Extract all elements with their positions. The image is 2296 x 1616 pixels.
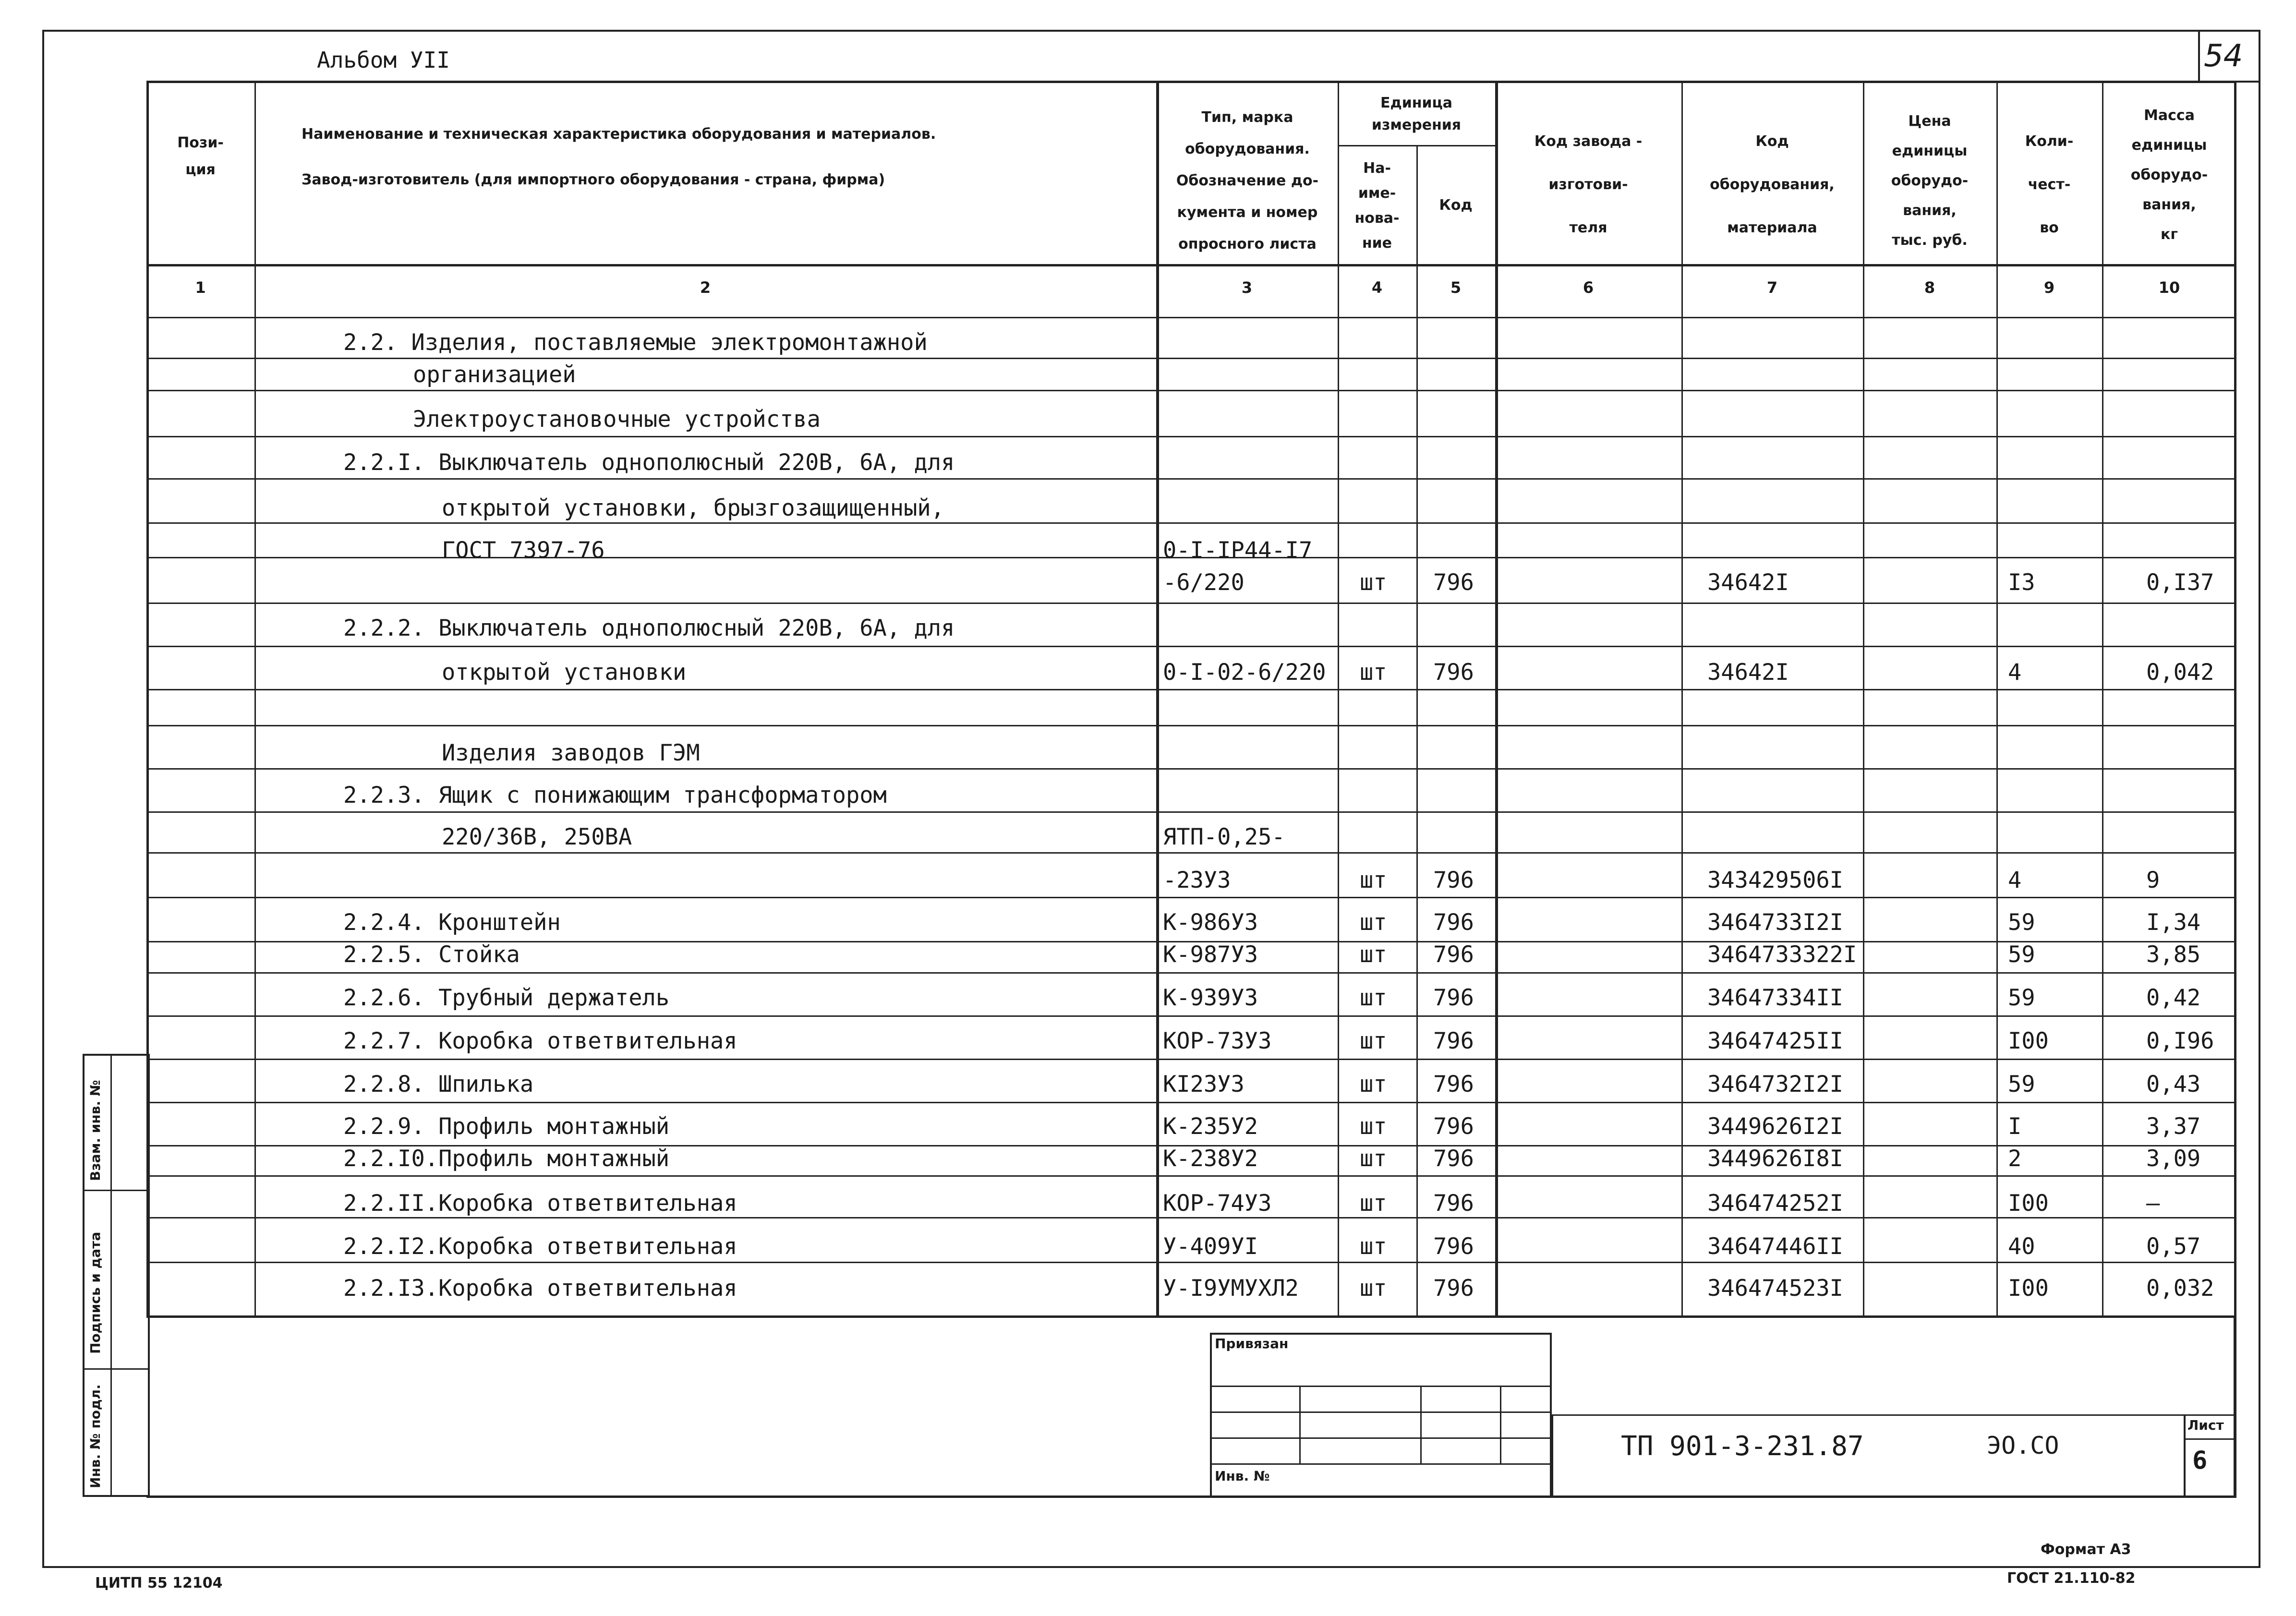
header-c2: Наименование и техническая характеристика оборудования и материалов. Завод-изготовитель (для импортного оборудования - страна, фирма) — [302, 126, 936, 188]
item-name: 2.2.3. Ящик с понижающим трансформатором — [343, 782, 887, 808]
side-strip-line-2 — [83, 1368, 150, 1370]
row-line — [146, 478, 2236, 480]
item-mass: 0,042 — [2146, 659, 2214, 686]
item-quantity: 4 — [2008, 659, 2022, 686]
item-quantity: I00 — [2008, 1190, 2049, 1217]
item-name: 2.2.9. Профиль монтажный — [343, 1113, 670, 1140]
item-type: -6/220 — [1163, 569, 1245, 596]
row-line — [146, 972, 2236, 974]
item-name: 2.2.I. Выключатель однополюсный 220В, 6А, для — [343, 449, 955, 476]
column-number: 9 — [2043, 278, 2055, 297]
item-name: Изделия заводов ГЭМ — [442, 740, 700, 766]
item-type: К-939У3 — [1163, 985, 1258, 1011]
item-type: ЯТП-0,25- — [1163, 824, 1285, 850]
item-unit: шт — [1360, 1146, 1387, 1172]
column-number: 4 — [1371, 278, 1383, 297]
item-unit: шт — [1360, 569, 1387, 596]
item-material-code: 3449626I8I — [1707, 1146, 1843, 1172]
item-type: КОР-73У3 — [1163, 1028, 1272, 1054]
item-material-code: 34647334II — [1707, 985, 1843, 1011]
item-mass: 0,I37 — [2146, 569, 2214, 596]
row-line — [146, 768, 2236, 770]
section-code: ЭО.СО — [1987, 1432, 2059, 1459]
item-unit: шт — [1360, 1071, 1387, 1097]
item-material-code: 346474523I — [1707, 1275, 1843, 1302]
item-material-code: 34647425II — [1707, 1028, 1843, 1054]
title-doc-top — [1552, 1414, 2236, 1416]
header-c3: Тип, марка оборудования. Обозначение до- кумента и номер опросного листа — [1176, 109, 1319, 253]
item-material-code: 3464733I2I — [1707, 909, 1843, 936]
item-unit: шт — [1360, 909, 1387, 936]
column-number: 1 — [195, 278, 206, 297]
header-c45: Единица измерения — [1371, 95, 1462, 133]
row-line — [146, 646, 2236, 647]
item-name: 2.2.6. Трубный держатель — [343, 985, 670, 1011]
column-number: 8 — [1924, 278, 1935, 297]
item-mass: 0,42 — [2146, 985, 2201, 1011]
header-c9: Коли- чест- во — [2025, 133, 2074, 236]
item-type: 0-I-02-6/220 — [1163, 659, 1326, 686]
side-label-sign: Подпись и дата — [87, 1231, 103, 1354]
stamp-vline-2 — [1420, 1386, 1422, 1463]
album-label: Альбом УII — [317, 47, 450, 73]
item-unit-code: 796 — [1433, 1190, 1474, 1217]
item-type: -23У3 — [1163, 867, 1231, 893]
row-line — [146, 897, 2236, 898]
inv-label: Инв. № — [1215, 1468, 1270, 1484]
item-type: К-987У3 — [1163, 941, 1258, 968]
item-unit-code: 796 — [1433, 985, 1474, 1011]
stamp-vline-1 — [1299, 1386, 1301, 1463]
row-line — [146, 1262, 2236, 1263]
item-type: КОР-74У3 — [1163, 1190, 1272, 1217]
column-number: 2 — [700, 278, 711, 297]
row-line — [146, 436, 2236, 437]
footer-gost: ГОСТ 21.110-82 — [2007, 1570, 2136, 1587]
item-unit: шт — [1360, 1190, 1387, 1217]
item-unit-code: 796 — [1433, 659, 1474, 686]
header-bottom-line — [146, 264, 2236, 266]
list-label: Лист — [2187, 1417, 2224, 1433]
column-number: 3 — [1241, 278, 1253, 297]
item-material-code: 3464733322I — [1707, 941, 1857, 968]
header-c1: Пози- ция — [177, 134, 224, 178]
item-quantity: 59 — [2008, 985, 2035, 1011]
item-name: 2.2.7. Коробка ответвительная — [343, 1028, 737, 1054]
doc-code: ТП 901-3-231.87 — [1621, 1431, 1864, 1462]
item-mass: I,34 — [2146, 909, 2201, 936]
item-name: 2.2.I2.Коробка ответвительная — [343, 1233, 737, 1260]
item-name: Электроустановочные устройства — [413, 406, 821, 433]
item-unit-code: 796 — [1433, 569, 1474, 596]
item-name: организацией — [413, 362, 576, 388]
item-name: открытой установки, брызгозащищенный, — [442, 495, 944, 521]
item-material-code: 34647446II — [1707, 1233, 1843, 1260]
column-line — [1416, 145, 1418, 1315]
item-quantity: 59 — [2008, 941, 2035, 968]
item-quantity: I — [2008, 1113, 2022, 1140]
item-unit-code: 796 — [1433, 941, 1474, 968]
item-unit: шт — [1360, 985, 1387, 1011]
row-line — [146, 522, 2236, 524]
item-unit: шт — [1360, 1233, 1387, 1260]
item-material-code: 34642I — [1707, 569, 1789, 596]
item-mass: 9 — [2146, 867, 2160, 893]
item-unit: шт — [1360, 941, 1387, 968]
item-name: 2.2.I3.Коробка ответвительная — [343, 1275, 737, 1302]
corner-sheet-number: 54 — [2204, 38, 2243, 74]
item-material-code: 3449626I2I — [1707, 1113, 1843, 1140]
item-type: К-235У2 — [1163, 1113, 1258, 1140]
item-mass: 0,032 — [2146, 1275, 2214, 1302]
column-number: 10 — [2158, 278, 2180, 297]
column-number: 6 — [1583, 278, 1594, 297]
item-unit-code: 796 — [1433, 1113, 1474, 1140]
footer-format: Формат А3 — [2041, 1541, 2131, 1558]
item-mass: 0,57 — [2146, 1233, 2201, 1260]
item-quantity: 59 — [2008, 1071, 2035, 1097]
header-c5: Код — [1439, 197, 1473, 214]
item-unit-code: 796 — [1433, 909, 1474, 936]
row-line — [146, 1102, 2236, 1103]
header-c8: Цена единицы оборудо- вания, тыс. руб. — [1891, 113, 1969, 249]
item-name: 2.2.II.Коробка ответвительная — [343, 1190, 737, 1217]
item-name: 2.2.I0.Профиль монтажный — [343, 1146, 670, 1172]
item-quantity: 2 — [2008, 1146, 2022, 1172]
item-name: 2.2.4. Кронштейн — [343, 909, 561, 936]
header-c6: Код завода - изготови- теля — [1534, 133, 1643, 236]
item-quantity: I00 — [2008, 1275, 2049, 1302]
row-line — [146, 390, 2236, 391]
item-name: открытой установки — [442, 659, 687, 686]
row-line — [146, 811, 2236, 813]
header-c4: На- име- нова- ние — [1354, 160, 1400, 252]
item-type: К-986У3 — [1163, 909, 1258, 936]
item-unit-code: 796 — [1433, 1233, 1474, 1260]
item-unit: шт — [1360, 1275, 1387, 1302]
side-label-replace: Взам. инв. № — [87, 1080, 103, 1181]
item-material-code: 34642I — [1707, 659, 1789, 686]
item-quantity: 40 — [2008, 1233, 2035, 1260]
item-quantity: I3 — [2008, 569, 2035, 596]
item-name: 2.2. Изделия, поставляемые электромонтажной — [343, 329, 928, 356]
row-line — [146, 725, 2236, 726]
column-number: 5 — [1450, 278, 1462, 297]
item-unit: шт — [1360, 659, 1387, 686]
side-label-inv: Инв. № подл. — [87, 1384, 103, 1488]
item-type: У-409УI — [1163, 1233, 1258, 1260]
item-name: 220/36В, 250ВА — [442, 824, 632, 850]
item-name: ГОСТ 7397-76 — [442, 537, 605, 564]
row-line — [146, 603, 2236, 604]
item-unit-code: 796 — [1433, 1071, 1474, 1097]
item-name: 2.2.8. Шпилька — [343, 1071, 534, 1097]
title-block-top — [146, 1315, 2236, 1318]
item-mass: 3,85 — [2146, 941, 2201, 968]
unit-split-line — [1338, 145, 1495, 146]
row-line — [146, 689, 2236, 690]
item-mass: 3,37 — [2146, 1113, 2201, 1140]
side-strip-line-1 — [83, 1190, 150, 1191]
item-type: КI23У3 — [1163, 1071, 1245, 1097]
item-type: У-I9УМУХЛ2 — [1163, 1275, 1299, 1302]
stamp-line-4 — [1210, 1463, 1552, 1465]
stamp-vline-3 — [1500, 1386, 1501, 1463]
item-unit-code: 796 — [1433, 1275, 1474, 1302]
header-c7: Код оборудования, материала — [1710, 133, 1835, 236]
item-unit-code: 796 — [1433, 1146, 1474, 1172]
item-mass: – — [2146, 1190, 2160, 1217]
row-line — [146, 1175, 2236, 1177]
item-name: 2.2.5. Стойка — [343, 941, 520, 968]
bound-label: Привязан — [1215, 1336, 1289, 1351]
item-quantity: I00 — [2008, 1028, 2049, 1054]
title-doc-split — [1552, 1414, 1553, 1497]
footer-left: ЦИТП 55 12104 — [95, 1575, 223, 1592]
item-mass: 0,I96 — [2146, 1028, 2214, 1054]
row-line — [146, 1059, 2236, 1060]
list-box-split — [2184, 1438, 2236, 1440]
row-line — [146, 1015, 2236, 1017]
column-number: 7 — [1766, 278, 1778, 297]
item-material-code: 346474252I — [1707, 1190, 1843, 1217]
item-quantity: 4 — [2008, 867, 2022, 893]
item-material-code: 343429506I — [1707, 867, 1843, 893]
item-type: К-238У2 — [1163, 1146, 1258, 1172]
item-unit-code: 796 — [1433, 1028, 1474, 1054]
title-block-bottom — [146, 1495, 2236, 1498]
item-material-code: 3464732I2I — [1707, 1071, 1843, 1097]
item-type: 0-I-IP44-I7 — [1163, 537, 1313, 564]
side-strip-split — [110, 1054, 112, 1497]
colnum-bottom-line — [146, 317, 2236, 318]
item-quantity: 59 — [2008, 909, 2035, 936]
list-number: 6 — [2192, 1446, 2208, 1475]
item-unit: шт — [1360, 867, 1387, 893]
item-unit: шт — [1360, 1028, 1387, 1054]
row-line — [146, 358, 2236, 359]
item-name: 2.2.2. Выключатель однополюсный 220В, 6А, для — [343, 615, 955, 641]
header-c10: Масса единицы оборудо- вания, кг — [2130, 107, 2208, 243]
row-line — [146, 852, 2236, 854]
item-unit-code: 796 — [1433, 867, 1474, 893]
item-mass: 0,43 — [2146, 1071, 2201, 1097]
item-mass: 3,09 — [2146, 1146, 2201, 1172]
item-unit: шт — [1360, 1113, 1387, 1140]
